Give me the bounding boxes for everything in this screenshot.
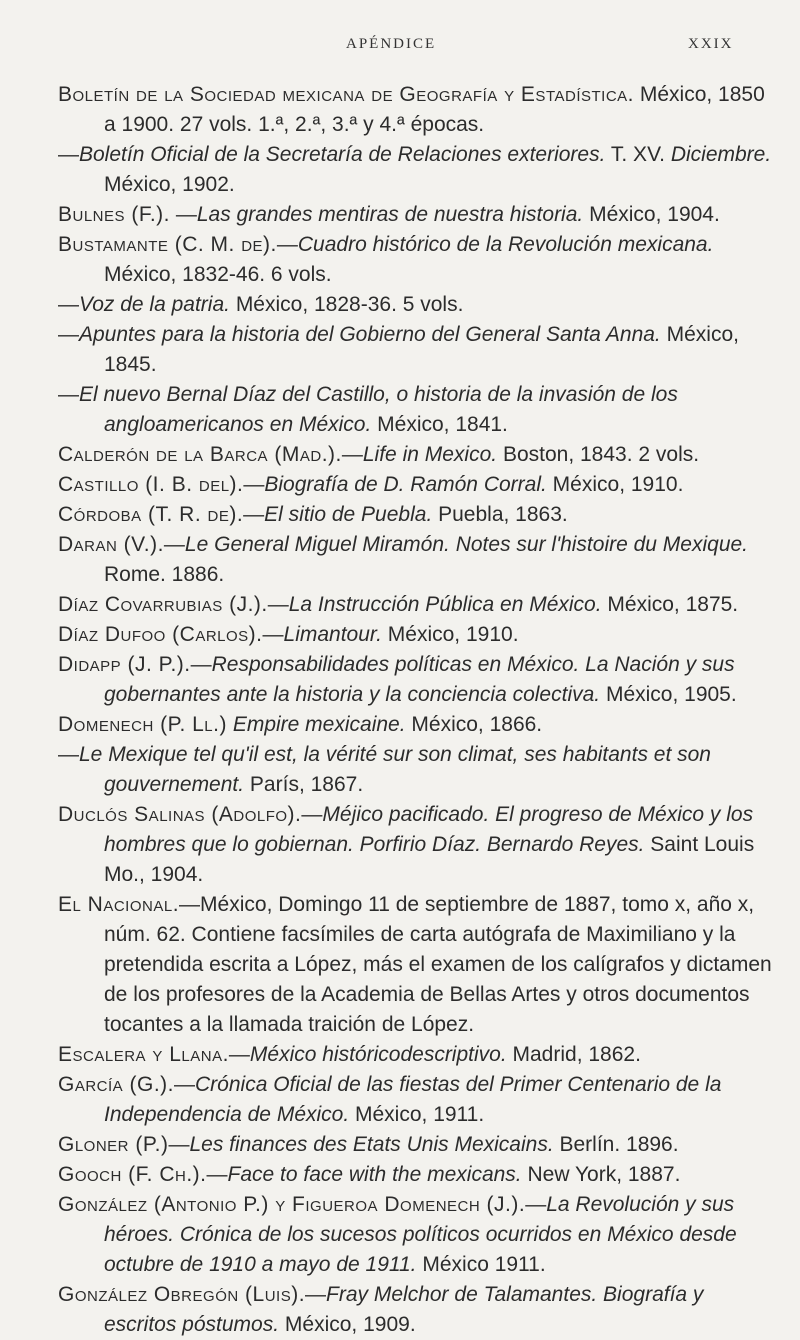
entry-dash: — <box>301 803 323 826</box>
entry-details: México, 1866. <box>405 713 543 736</box>
entry-author: Didapp (J. P.). <box>58 653 191 676</box>
entry-details: Puebla, 1863. <box>432 503 568 526</box>
entry-dash: — <box>341 443 363 466</box>
entry-details: México, 1909. <box>279 1313 416 1336</box>
entry-details: Saint Louis Mo., 1904. <box>104 833 755 886</box>
entry-title: El sitio de Puebla. <box>264 503 433 526</box>
running-title: APÉNDICE <box>346 36 437 52</box>
entry-details: México, 1828-36. 5 vols. <box>229 293 464 316</box>
entry-author: El Nacional. <box>58 893 180 916</box>
entry-details: México 1911. <box>416 1253 546 1276</box>
entry-details: México, 1904. <box>583 203 720 226</box>
entry-title: Le Mexique tel qu'il est, la vérité sur son climat, ses habitants et son gouvernement. <box>79 743 711 796</box>
entry-author: Córdoba (T. R. de). <box>58 503 244 526</box>
entry-author: Escalera y Llana. <box>58 1043 229 1066</box>
entry-author: Castillo (I. B. del). <box>58 473 244 496</box>
entry-title: Boletín Oficial de la Secretaría de Relaciones exteriores. <box>79 143 606 166</box>
entry-title: Apuntes para la historia del Gobierno del General Santa Anna. <box>79 323 661 346</box>
entry-title: Le General Miguel Miramón. Notes sur l'histoire du Mexique. <box>184 533 749 556</box>
entry-details: Berlín. 1896. <box>553 1133 679 1156</box>
entry-dash: — <box>163 533 185 556</box>
entry-dash: — <box>58 743 79 766</box>
entry-author: Boletín de la Sociedad mexicana de Geografía y Estadística. <box>58 83 635 106</box>
entry-dash: — <box>206 1163 228 1186</box>
entry-author: Díaz Dufoo (Carlos). <box>58 623 263 646</box>
bib-entry <box>58 1280 776 1340</box>
bib-entry <box>58 320 776 380</box>
entry-details-2: México, 1902. <box>104 173 235 196</box>
entry-author: Duclós Salinas (Adolfo). <box>58 803 302 826</box>
bib-entry <box>58 890 776 1040</box>
entry-details: París, 1867. <box>244 773 364 796</box>
bibliography-list <box>0 80 800 1340</box>
entry-dash: — <box>58 323 79 346</box>
entry-dash: — <box>262 623 284 646</box>
bib-entry <box>58 290 776 320</box>
entry-title: Las grandes mentiras de nuestra historia. <box>196 203 584 226</box>
bib-entry <box>58 500 776 530</box>
entry-title: Les finances des Etats Unis Mexicains. <box>189 1133 554 1156</box>
entry-dash: — <box>243 503 265 526</box>
entry-dash: — <box>168 1133 190 1156</box>
bib-entry <box>58 530 776 590</box>
bib-entry <box>58 590 776 620</box>
bib-entry <box>58 1190 776 1280</box>
bib-entry <box>58 380 776 440</box>
entry-author: Daran (V.). <box>58 533 164 556</box>
entry-details: New York, 1887. <box>521 1163 681 1186</box>
entry-author: Bulnes (F.). <box>58 203 171 226</box>
entry-title: México históricodescriptivo. <box>249 1043 507 1066</box>
entry-title: La Instrucción Pública en México. <box>288 593 602 616</box>
entry-details: México, 1850 a 1900. 27 vols. 1.ª, 2.ª, 3.ª y 4.ª épocas. <box>104 83 765 136</box>
bib-entry <box>58 800 776 890</box>
bib-entry <box>58 230 776 290</box>
entry-title: Responsabilidades políticas en México. La Nación y sus gobernantes ante la historia y la conciencia colectiva. <box>104 653 735 706</box>
entry-details: Rome. 1886. <box>104 563 225 586</box>
bib-entry <box>58 1130 776 1160</box>
entry-details: T. XV. <box>605 143 671 166</box>
entry-author: Gooch (F. Ch.). <box>58 1163 207 1186</box>
entry-title: Limantour. <box>283 623 382 646</box>
entry-dash: — <box>174 1073 196 1096</box>
bib-entry <box>58 440 776 470</box>
entry-dash: — <box>305 1283 327 1306</box>
entry-author: González Obregón (Luis). <box>58 1283 306 1306</box>
bib-entry <box>58 1160 776 1190</box>
entry-details: México, 1845. <box>104 323 739 376</box>
bib-entry <box>58 650 776 710</box>
entry-title: Empire mexicaine. <box>232 713 406 736</box>
entry-details: México, 1911. <box>349 1103 485 1126</box>
bib-entry <box>58 740 776 800</box>
entry-author: Gloner (P.) <box>58 1133 169 1156</box>
bib-entry <box>58 1040 776 1070</box>
entry-title: Voz de la patria. <box>79 293 230 316</box>
entry-details: México, 1832-46. 6 vols. <box>104 263 332 286</box>
page-number: XXIX <box>688 36 734 52</box>
entry-title: Life in Mexico. <box>362 443 498 466</box>
bib-entry <box>58 80 776 140</box>
page-header <box>0 14 800 54</box>
entry-title: La Revolución y sus héroes. Crónica de los sucesos políticos ocurridos en México desde octubre de 1910 a mayo de 1911. <box>104 1193 737 1276</box>
bib-entry <box>58 620 776 650</box>
entry-details: México, 1905. <box>600 683 737 706</box>
entry-dash: — <box>228 1043 250 1066</box>
entry-title: Fray Melchor de Talamantes. Biografía y escritos póstumos. <box>104 1283 704 1336</box>
entry-author: González (Antonio P.) y Figueroa Domenech (J.). <box>58 1193 526 1216</box>
entry-dash: — <box>58 143 79 166</box>
entry-details: Madrid, 1862. <box>506 1043 641 1066</box>
bib-entry <box>58 200 776 230</box>
bib-entry <box>58 710 776 740</box>
bib-entry <box>58 1070 776 1130</box>
entry-author: García (G.). <box>58 1073 175 1096</box>
entry-details: México, 1875. <box>601 593 739 616</box>
entry-author: Domenech (P. Ll.) <box>58 713 227 736</box>
entry-title: Cuadro histórico de la Revolución mexicana. <box>297 233 714 256</box>
entry-dash: — <box>243 473 265 496</box>
entry-dash: — <box>267 593 289 616</box>
entry-details: Boston, 1843. 2 vols. <box>497 443 700 466</box>
entry-dash: — <box>58 293 79 316</box>
entry-dash: — <box>179 893 201 916</box>
entry-author: Bustamante (C. M. de). <box>58 233 277 256</box>
entry-dash: — <box>525 1193 547 1216</box>
entry-title: Biografía de D. Ramón Corral. <box>264 473 547 496</box>
entry-details: México, 1910. <box>381 623 519 646</box>
bib-entry <box>58 140 776 200</box>
entry-title: Crónica Oficial de las fiestas del Primer Centenario de la Independencia de México. <box>104 1073 722 1126</box>
entry-details: México, Domingo 11 de septiembre de 1887, tomo x, año x, núm. 62. Contiene facsímiles de carta autógrafa de Maximiliano y la pretendida escrita a López, más el examen de los calígrafos y dictamen de los profesores de la Academia de Bellas Artes y otros documentos tocantes a la llamada traición de López. <box>104 893 772 1036</box>
entry-author: Díaz Covarrubias (J.). <box>58 593 268 616</box>
entry-title: El nuevo Bernal Díaz del Castillo, o historia de la invasión de los angloamericanos en México. <box>79 383 678 436</box>
entry-details: México, 1841. <box>371 413 508 436</box>
entry-dash: — <box>170 203 197 226</box>
entry-title: Méjico pacificado. El progreso de México y los hombres que lo gobiernan. Porfirio Díaz. Bernardo Reyes. <box>104 803 754 856</box>
bib-entry <box>58 470 776 500</box>
entry-author: Calderón de la Barca (Mad.). <box>58 443 342 466</box>
entry-dash: — <box>58 383 79 406</box>
entry-details: México, 1910. <box>546 473 684 496</box>
entry-title-2: Diciembre. <box>670 143 772 166</box>
entry-title: Face to face with the mexicans. <box>227 1163 522 1186</box>
entry-dash: — <box>276 233 298 256</box>
entry-dash: — <box>190 653 212 676</box>
